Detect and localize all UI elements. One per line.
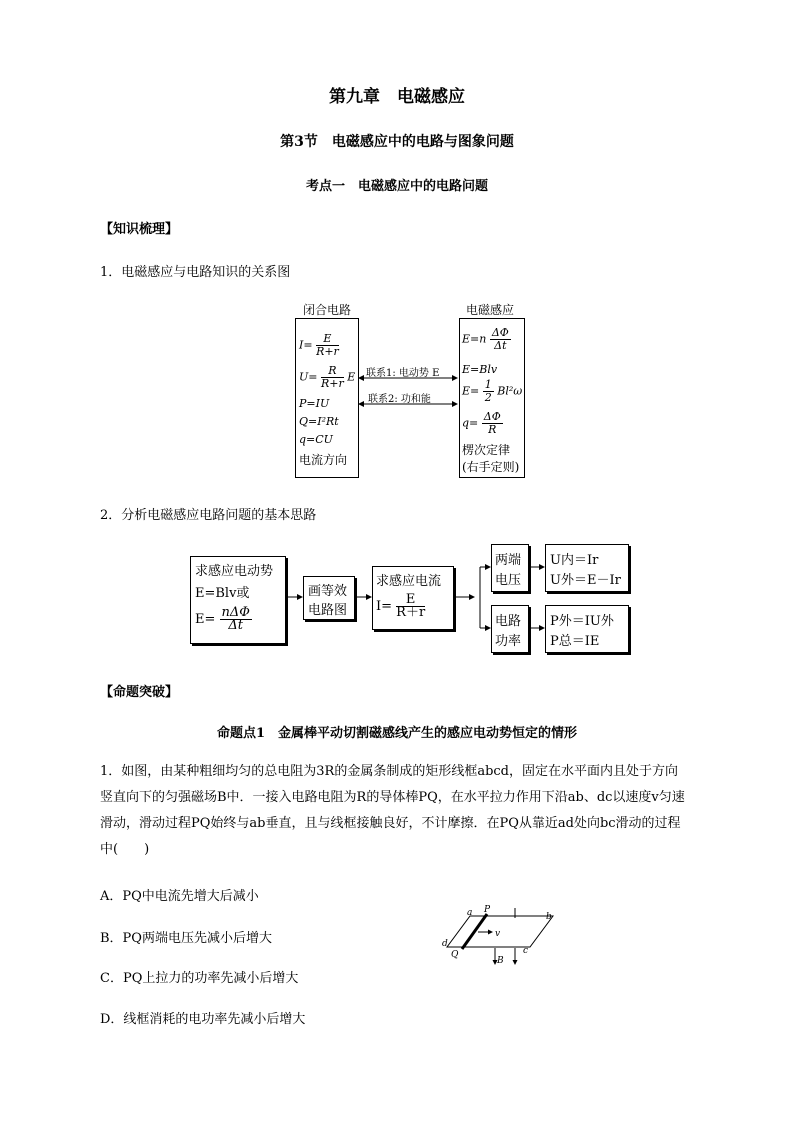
current-direction: 电流方向: [299, 453, 348, 467]
closed-circuit-box: [295, 318, 359, 478]
result-box-power: P外＝IU外 P总＝IE: [545, 605, 629, 653]
formula-u: U= $\frac{R}{R+r}$ E: [299, 364, 356, 390]
lenz-law: 楞次定律: [462, 443, 511, 457]
link2-label: 联系2: 功和能: [368, 394, 431, 405]
formula-p: P=IU: [299, 397, 330, 410]
option-c: C．PQ上拉力的功率先减小后增大: [100, 971, 299, 986]
topic-title: 考点一 电磁感应中的电路问题: [305, 179, 488, 194]
label-v: v: [495, 929, 501, 939]
item2-text: 2．分析电磁感应电路问题的基本思路: [100, 508, 317, 523]
label-a: a: [467, 908, 473, 918]
flow-box-voltage: 两端 电压: [491, 544, 529, 592]
item1-text: 1．电磁感应与电路知识的关系图: [100, 265, 291, 280]
option-a: A．PQ中电流先增大后减小: [100, 889, 259, 904]
section-title: 第3节 电磁感应中的电路与图象问题: [280, 134, 514, 150]
flow-box-equiv-circuit: 画等效 电路图: [303, 576, 355, 620]
right-hand-rule: (右手定则): [462, 460, 520, 474]
formula-e1: E=n $\frac{\Delta\Phi}{\Delta t}$: [462, 326, 509, 352]
label-d: d: [442, 939, 448, 949]
right-header: 电磁感应: [466, 303, 515, 317]
left-header: 闭合电路: [303, 303, 352, 317]
link1-label: 联系1: 电动势 E: [366, 368, 440, 379]
flow-box-current: 求感应电流 I= $\frac{E}{R+r}$: [372, 566, 454, 630]
problem-heading: 【命题突破】: [100, 685, 179, 700]
flow-box-emf: 求感应电动势 E=Blv或 E= $\frac{\text{nΔΦ}}{\Delta t}$: [190, 556, 286, 644]
label-c: c: [523, 946, 529, 956]
frame-figure: [440, 902, 560, 968]
formula-i: I= $\frac{E}{R+r}$: [299, 332, 339, 358]
option-b: B．PQ两端电压先减小后增大: [100, 931, 272, 946]
formula-qc: q=CU: [299, 433, 333, 446]
formula-e2: E=Blv: [462, 363, 498, 376]
point-title: 命题点1 金属棒平动切割磁感线产生的感应电动势恒定的情形: [216, 726, 578, 741]
flow-box-power: 电路 功率: [491, 605, 529, 653]
option-d: D．线框消耗的电功率先减小后增大: [100, 1012, 306, 1027]
formula-q-flux: q= $\frac{\Delta\Phi}{R}$: [462, 410, 501, 436]
knowledge-heading: 【知识梳理】: [100, 222, 179, 237]
formula-e3: E= $\frac{1}{2}$ Bl²ω: [462, 378, 523, 404]
result-box-voltage: U内＝Ir U外＝E－Ir: [545, 544, 629, 592]
chapter-title: 第九章 电磁感应: [329, 87, 465, 107]
label-b: b: [546, 912, 552, 922]
em-induction-box: [459, 318, 525, 478]
flow-arrows: [284, 540, 550, 656]
formula-q: Q=I²Rt: [299, 415, 339, 428]
label-q: Q: [451, 950, 459, 960]
label-B: B: [497, 956, 504, 966]
label-p: P: [484, 905, 491, 915]
